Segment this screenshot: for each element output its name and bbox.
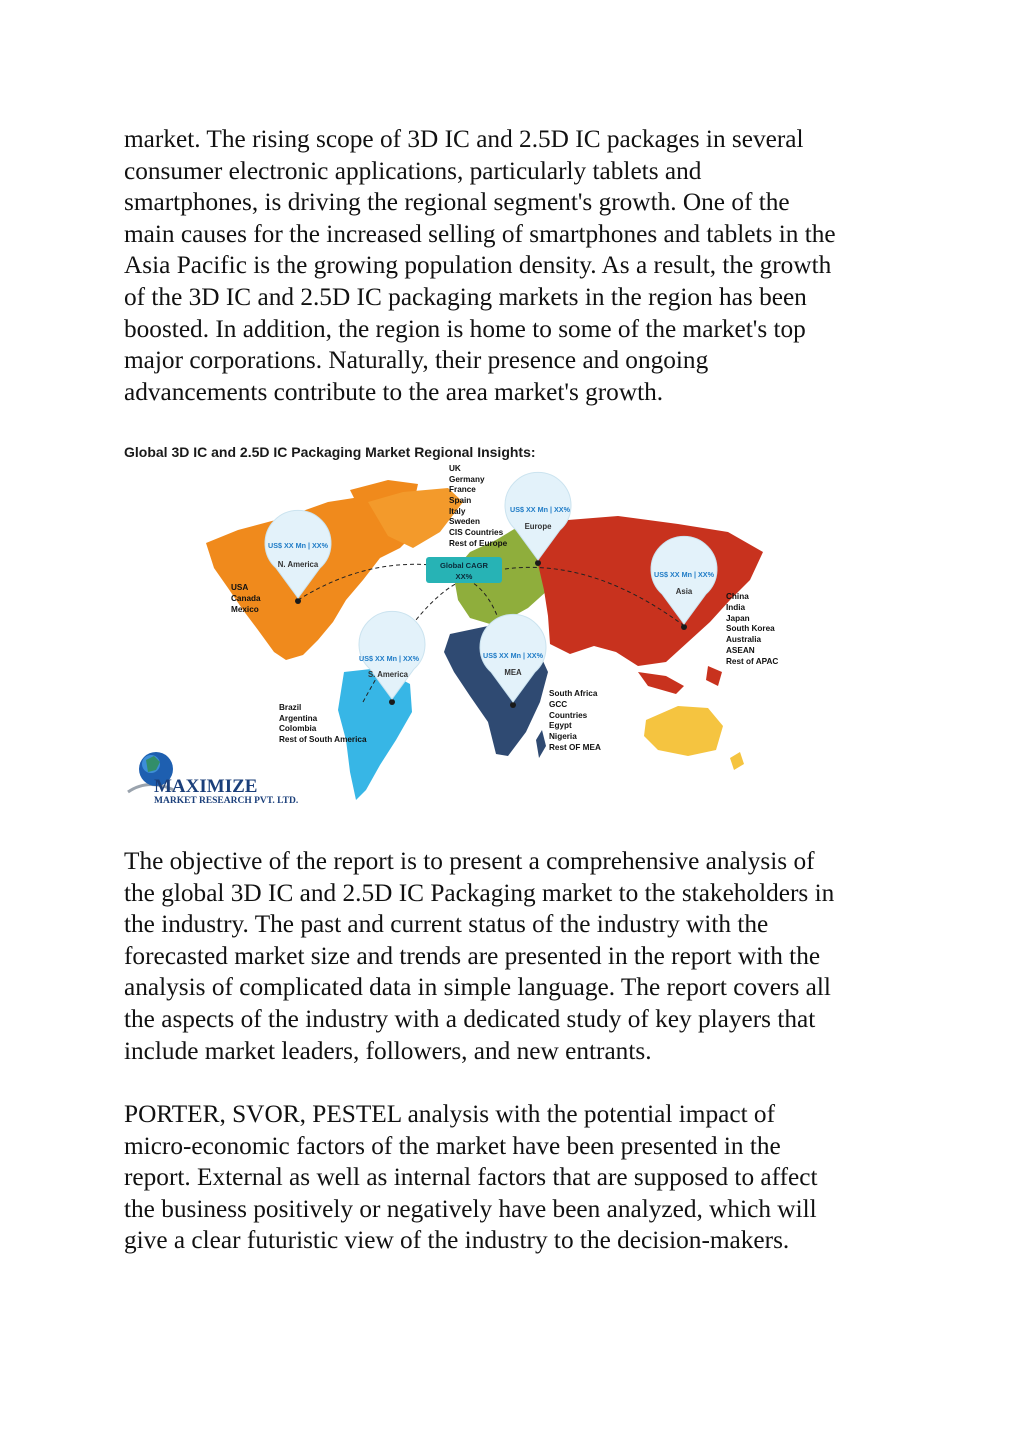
text-line: analysis of complicated data in simple language. The report covers all bbox=[124, 973, 831, 1002]
text-line: micro-economic factors of the market have been presented in the bbox=[124, 1131, 781, 1160]
pin-region-name: Europe bbox=[524, 522, 552, 531]
pin-region-name: MEA bbox=[504, 668, 522, 677]
country-label: Rest of Europe bbox=[449, 539, 508, 548]
text-line: the global 3D IC and 2.5D IC Packaging market to the stakeholders in bbox=[124, 878, 835, 907]
paragraph-report-objective bbox=[124, 846, 914, 1067]
global-cagr-box bbox=[426, 557, 502, 583]
text-line: smartphones, is driving the regional segment's growth. One of the bbox=[124, 188, 790, 217]
pin-region-name: N. America bbox=[277, 560, 319, 569]
location-dot bbox=[510, 702, 516, 708]
text-line: consumer electronic applications, particularly tablets and bbox=[124, 156, 702, 185]
country-label: Brazil bbox=[279, 703, 302, 712]
country-label: USA bbox=[231, 583, 249, 592]
country-label: Japan bbox=[726, 614, 750, 623]
country-label: Sweden bbox=[449, 517, 480, 526]
pin-value: US$ XX Mn | XX% bbox=[654, 570, 714, 579]
text-line: major corporations. Naturally, their presence and ongoing bbox=[124, 346, 709, 375]
pin-region-name: Asia bbox=[675, 587, 693, 596]
country-label: Mexico bbox=[231, 605, 259, 614]
country-label: China bbox=[726, 592, 749, 601]
pin-value: US$ XX Mn | XX% bbox=[268, 541, 328, 550]
text-line: main causes for the increased selling of smartphones and tablets in the bbox=[124, 219, 836, 248]
australia-region bbox=[644, 706, 723, 756]
company-logo bbox=[128, 752, 298, 806]
country-label: Colombia bbox=[279, 724, 317, 733]
logo-name: MAXIMIZE bbox=[154, 776, 258, 797]
countries-asia bbox=[726, 592, 778, 666]
text-line: advancements contribute to the area market's growth. bbox=[124, 377, 664, 406]
figure-title: Global 3D IC and 2.5D IC Packaging Market Regional Insights: bbox=[124, 444, 536, 460]
cagr-label: Global CAGR bbox=[439, 561, 489, 570]
text-line: of the 3D IC and 2.5D IC packaging markets in the region has been bbox=[124, 282, 807, 311]
pin-value: US$ XX Mn | XX% bbox=[510, 505, 570, 514]
pin-value: US$ XX Mn | XX% bbox=[359, 654, 419, 663]
text-line: the industry. The past and current status of the industry with the bbox=[124, 910, 769, 939]
country-label: South Korea bbox=[726, 624, 775, 633]
pin-value: US$ XX Mn | XX% bbox=[483, 651, 543, 660]
text-line: PORTER, SVOR, PESTEL analysis with the potential impact of bbox=[124, 1100, 775, 1128]
country-label: Rest of APAC bbox=[726, 657, 779, 666]
country-label: Countries bbox=[549, 711, 588, 720]
text-line: forecasted market size and trends are presented in the report with the bbox=[124, 941, 821, 970]
country-label: Italy bbox=[449, 507, 466, 516]
country-label: UK bbox=[449, 464, 461, 473]
country-label: Australia bbox=[726, 635, 762, 644]
countries-mea bbox=[549, 689, 601, 752]
location-dot bbox=[389, 699, 395, 705]
text-line: give a clear futuristic view of the industry to the decision-makers. bbox=[124, 1226, 790, 1255]
text-line: report. External as well as internal factors that are supposed to affect bbox=[124, 1163, 818, 1192]
pin-region-name: S. America bbox=[367, 670, 409, 679]
paragraph-asia-pacific bbox=[124, 124, 914, 408]
text-line: market. The rising scope of 3D IC and 2.5D IC packages in several bbox=[124, 125, 804, 153]
country-label: ASEAN bbox=[726, 646, 755, 655]
text-line: boosted. In addition, the region is home to some of the market's top bbox=[124, 314, 806, 343]
country-label: Rest OF MEA bbox=[549, 743, 601, 752]
country-label: Rest of South America bbox=[279, 735, 367, 744]
text-line: The objective of the report is to present a comprehensive analysis of bbox=[124, 847, 815, 875]
cagr-value: XX% bbox=[455, 572, 473, 581]
south-america-region bbox=[338, 668, 412, 800]
country-label: Canada bbox=[231, 594, 261, 603]
location-dot bbox=[681, 624, 687, 630]
regional-insights-figure bbox=[118, 440, 798, 810]
country-label: India bbox=[726, 603, 746, 612]
logo-subtitle: MARKET RESEARCH PVT. LTD. bbox=[154, 796, 299, 806]
country-label: France bbox=[449, 485, 476, 494]
country-label: Argentina bbox=[279, 714, 318, 723]
text-line: the business positively or negatively have been analyzed, which will bbox=[124, 1194, 817, 1223]
country-label: GCC bbox=[549, 700, 568, 709]
location-dot bbox=[295, 598, 301, 604]
country-label: Germany bbox=[449, 475, 485, 484]
text-line: the aspects of the industry with a dedicated study of key players that bbox=[124, 1004, 816, 1033]
country-label: Spain bbox=[449, 496, 472, 505]
text-line: Asia Pacific is the growing population density. As a result, the growth bbox=[124, 251, 832, 280]
country-label: CIS Countries bbox=[449, 528, 504, 537]
paragraph-analysis bbox=[124, 1099, 914, 1257]
location-dot bbox=[535, 560, 541, 566]
country-label: Egypt bbox=[549, 721, 572, 730]
country-label: Nigeria bbox=[549, 732, 577, 741]
text-line: include market leaders, followers, and new entrants. bbox=[124, 1036, 652, 1065]
world-map bbox=[118, 440, 798, 810]
country-label: South Africa bbox=[549, 689, 598, 698]
